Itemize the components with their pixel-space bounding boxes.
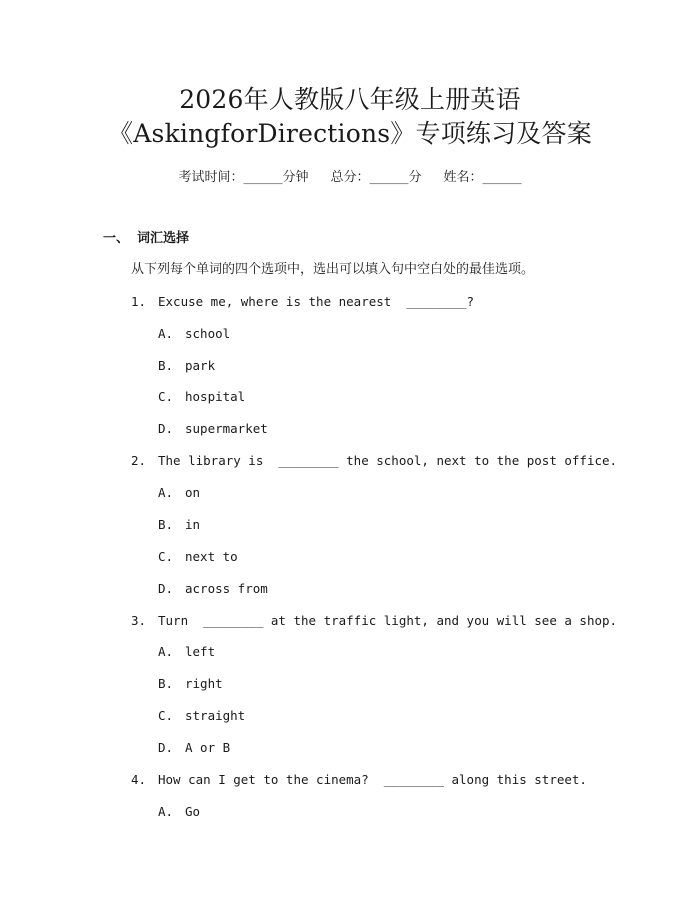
option-letter: C. xyxy=(158,389,174,404)
option-text: park xyxy=(185,358,216,373)
question-text: Excuse me, where is the nearest ________? xyxy=(158,294,475,309)
question-2 xyxy=(131,452,617,470)
document-title-line-2: 《AskingforDirections》专项练习及答案 xyxy=(108,119,592,148)
section-instruction: 从下列每个单词的四个选项中，选出可以填入句中空白处的最佳选项。 xyxy=(131,262,535,277)
option-3d xyxy=(158,739,230,757)
option-text: Go xyxy=(185,804,201,819)
option-3b xyxy=(158,675,223,693)
question-number: 1. xyxy=(131,294,147,309)
question-text: How can I get to the cinema? ________ along this street. xyxy=(158,772,587,787)
option-text: supermarket xyxy=(185,421,268,436)
total-score-field: 总分：______分 xyxy=(330,170,422,185)
option-text: next to xyxy=(185,549,238,564)
question-number: 2. xyxy=(131,453,147,468)
option-1a xyxy=(158,325,230,343)
option-letter: C. xyxy=(158,708,174,723)
option-letter: B. xyxy=(158,358,174,373)
option-text: on xyxy=(185,485,201,500)
option-letter: D. xyxy=(158,421,174,436)
question-1 xyxy=(131,293,474,311)
option-letter: A. xyxy=(158,326,174,341)
option-1b xyxy=(158,357,215,375)
option-text: left xyxy=(185,644,216,659)
exam-time-field: 考试时间：______分钟 xyxy=(178,170,309,185)
option-letter: A. xyxy=(158,485,174,500)
option-3a xyxy=(158,643,215,661)
section-title: 词汇选择 xyxy=(137,231,190,246)
option-1c xyxy=(158,388,245,406)
option-2d xyxy=(158,580,268,598)
option-2a xyxy=(158,484,200,502)
option-text: in xyxy=(185,517,201,532)
question-text: Turn ________ at the traffic light, and you will see a shop. xyxy=(158,613,618,628)
section-number: 一、 xyxy=(103,231,130,246)
option-letter: D. xyxy=(158,581,174,596)
option-letter: C. xyxy=(158,549,174,564)
question-number: 4. xyxy=(131,772,147,787)
option-2b xyxy=(158,516,200,534)
option-letter: A. xyxy=(158,644,174,659)
question-4 xyxy=(131,771,587,789)
exam-meta xyxy=(0,169,700,187)
option-3c xyxy=(158,707,245,725)
option-text: across from xyxy=(185,581,268,596)
option-text: A or B xyxy=(185,740,231,755)
option-text: right xyxy=(185,676,223,691)
option-letter: B. xyxy=(158,676,174,691)
option-letter: A. xyxy=(158,804,174,819)
option-text: straight xyxy=(185,708,246,723)
option-4a xyxy=(158,803,200,821)
option-1d xyxy=(158,420,268,438)
option-text: hospital xyxy=(185,389,246,404)
question-text: The library is ________ the school, next to the post office. xyxy=(158,453,618,468)
option-letter: D. xyxy=(158,740,174,755)
question-number: 3. xyxy=(131,613,147,628)
document-title-line-1: 2026年人教版八年级上册英语 xyxy=(179,85,521,114)
option-letter: B. xyxy=(158,517,174,532)
option-2c xyxy=(158,548,238,566)
section-heading xyxy=(103,230,189,248)
option-text: school xyxy=(185,326,231,341)
question-3 xyxy=(131,612,617,630)
student-name-field: 姓名：______ xyxy=(443,170,522,185)
